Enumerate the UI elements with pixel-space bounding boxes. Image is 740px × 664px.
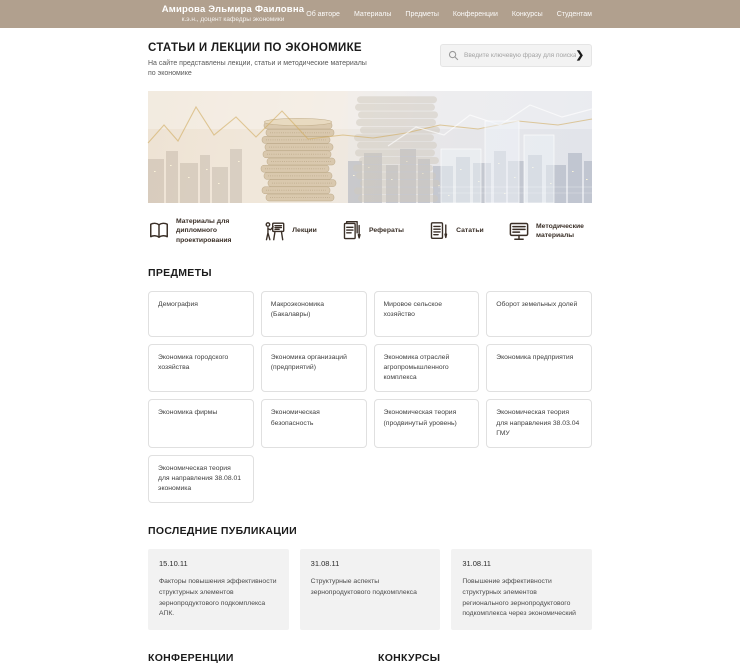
search-submit-button[interactable]: ❯ bbox=[575, 49, 584, 61]
coin-stack-background bbox=[353, 96, 440, 202]
chart-bars bbox=[441, 121, 554, 203]
hero-art bbox=[148, 91, 592, 203]
page-subtitle: На сайте представлены лекции, статьи и методические материалы по экономике bbox=[148, 60, 367, 78]
main-nav bbox=[306, 0, 592, 28]
publications-heading: ПОСЛЕДНИЕ ПУБЛИКАЦИИ bbox=[148, 525, 297, 538]
feature-label: Методические материалы bbox=[536, 222, 584, 240]
hero-image bbox=[148, 91, 592, 203]
publication-card[interactable] bbox=[451, 549, 592, 629]
subject-card[interactable]: Оборот земельных долей bbox=[486, 291, 592, 337]
subject-card[interactable]: Экономическая безопасность bbox=[261, 399, 367, 448]
subject-card[interactable]: Экономика предприятия bbox=[486, 344, 592, 393]
publication-card[interactable] bbox=[300, 549, 441, 629]
publications-grid bbox=[148, 549, 592, 629]
publication-date: 31.08.11 bbox=[310, 559, 340, 569]
subject-card[interactable]: Экономическая теория для направления 38.08.01 экономика bbox=[148, 455, 254, 504]
nav-item-conferences[interactable]: Конференции bbox=[452, 10, 498, 18]
subject-card[interactable]: Экономика фирмы bbox=[148, 399, 254, 448]
publication-text: Структурные аспекты зернопродуктового подкомплекса bbox=[310, 578, 417, 597]
search-input[interactable] bbox=[464, 52, 576, 59]
page-title: СТАТЬИ И ЛЕКЦИИ ПО ЭКОНОМИКЕ bbox=[148, 42, 362, 54]
footer-sections-row bbox=[148, 652, 592, 664]
feature-label: Рефераты bbox=[369, 227, 404, 235]
site-identity bbox=[148, 4, 318, 23]
nav-item-contests[interactable]: Конкурсы bbox=[511, 10, 543, 18]
nav-item-materials[interactable]: Материалы bbox=[353, 10, 392, 18]
feature-item-method-materials[interactable] bbox=[508, 220, 592, 242]
document-pen-icon bbox=[341, 220, 363, 242]
main-content bbox=[148, 28, 592, 664]
search-bar bbox=[440, 44, 592, 67]
subject-card[interactable]: Экономика организаций (предприятий) bbox=[261, 344, 367, 393]
subject-card[interactable]: Экономика городского хозяйства bbox=[148, 344, 254, 393]
subject-card[interactable]: Демография bbox=[148, 291, 254, 337]
feature-links-row bbox=[148, 217, 592, 245]
feature-label: Лекции bbox=[292, 227, 317, 235]
lecturer-board-icon bbox=[264, 220, 286, 242]
subject-card[interactable]: Экономическая теория для направления 38.03.04 ГМУ bbox=[486, 399, 592, 448]
nav-item-students[interactable]: Студентам bbox=[556, 10, 592, 18]
feature-item-diploma-materials[interactable] bbox=[148, 217, 240, 245]
feature-item-essays[interactable] bbox=[341, 220, 404, 242]
conferences-heading: КОНФЕРЕНЦИИ bbox=[148, 651, 234, 664]
coin-stack-foreground bbox=[261, 122, 336, 201]
subjects-heading: ПРЕДМЕТЫ bbox=[148, 266, 212, 279]
intro-row bbox=[148, 42, 592, 79]
subjects-grid bbox=[148, 291, 592, 504]
publication-text: Факторы повышения эффективности структурных элементов зернопродуктового подкомплекса АПК. bbox=[159, 578, 277, 618]
monitor-text-icon bbox=[508, 220, 530, 242]
feature-label: Материалы для дипломного проектирования bbox=[176, 218, 232, 244]
header bbox=[0, 0, 740, 28]
contests-heading: КОНКУРСЫ bbox=[378, 651, 441, 664]
feature-item-articles[interactable] bbox=[428, 220, 484, 242]
nav-item-about[interactable]: Об авторе bbox=[306, 10, 340, 18]
subject-card[interactable]: Мировое сельское хозяйство bbox=[374, 291, 480, 337]
open-book-icon bbox=[148, 220, 170, 242]
document-pencil-icon bbox=[428, 220, 450, 242]
nav-item-subjects[interactable]: Предметы bbox=[405, 10, 439, 18]
intro-text bbox=[148, 42, 373, 79]
subject-card[interactable]: Экономика отраслей агропромышленного комплекса bbox=[374, 344, 480, 393]
subject-card[interactable]: Макроэкономика (Бакалавры) bbox=[261, 291, 367, 337]
publication-date: 31.08.11 bbox=[462, 559, 491, 569]
feature-item-lectures[interactable] bbox=[264, 220, 317, 242]
subject-card[interactable]: Экономическая теория (продвинутый уровень) bbox=[374, 399, 480, 448]
search-icon bbox=[448, 50, 459, 61]
publication-text: Повышение эффективности структурных элементов регионального зернопродуктового подкомплекса через экономический bbox=[462, 578, 576, 618]
publication-date: 15.10.11 bbox=[159, 559, 188, 569]
feature-label: Сататьи bbox=[456, 227, 484, 235]
publication-card[interactable] bbox=[148, 549, 289, 629]
site-title: Амирова Эльмира Фаиловна bbox=[161, 4, 305, 15]
site-subtitle: к.э.н., доцент кафедры экономики bbox=[181, 16, 285, 23]
